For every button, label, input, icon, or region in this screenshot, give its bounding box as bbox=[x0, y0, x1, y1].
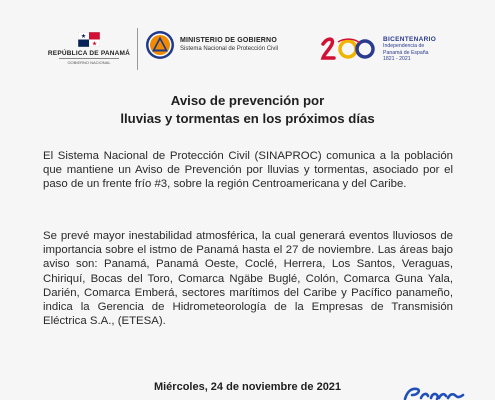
republic-name: REPÚBLICA DE PANAMÁ bbox=[47, 50, 131, 57]
divider bbox=[59, 58, 119, 59]
ministry-block bbox=[180, 37, 278, 52]
bicentenario-logo-icon bbox=[320, 34, 380, 66]
panama-flag-icon bbox=[78, 32, 100, 47]
paragraph-2: Se prevé mayor inestabilidad atmosférica, la cual generará eventos lluviosos de importancia sobre el istmo de Panamá hasta el 27 de noviembre. Las áreas bajo aviso son: Panamá, Panamá Oeste, Coclé, Herrera, Los Santos, Veraguas, Chiriquí, Bocas del Toro, Comarca Ngäbe Buglé, Colón, Comarca Guna Yala, Darién, Comarca Emberá, sectores marítimos del Caribe y Pacífico panameño, indica la Gerencia de Hidrometeorología de la Empresas de Transmisión Eléctrica S.A., (ETESA). bbox=[43, 230, 453, 328]
bicentenario-years: 1821 - 2021 bbox=[383, 56, 411, 62]
panama-government-logo bbox=[44, 32, 134, 65]
ministry-title: MINISTERIO DE GOBIERNO bbox=[180, 37, 277, 44]
notice-title bbox=[0, 92, 495, 128]
bicentenario-block bbox=[383, 36, 483, 63]
bicentenario-line-1: Independencia de bbox=[383, 43, 425, 49]
bicentenario-line-2: Panamá de España bbox=[383, 49, 429, 56]
ministry-subtitle: Sistema Nacional de Protección Civil bbox=[180, 46, 279, 52]
panama-script-logo-icon bbox=[401, 386, 465, 400]
paragraph-1: El Sistema Nacional de Protección Civil (SINAPROC) comunica a la población que mantiene un Aviso de Prevención por lluvias y tormentas, asociado por el paso de un frente frío #3, sobre la región Centroamericana y del Caribe. bbox=[43, 150, 453, 191]
republic-subtitle: GOBIERNO NACIONAL bbox=[67, 60, 111, 65]
notice-title-line-2: lluvias y tormentas en los próximos días bbox=[120, 111, 375, 126]
sinaproc-emblem-icon bbox=[145, 30, 175, 60]
header-divider bbox=[137, 28, 138, 70]
bicentenario-title: BICENTENARIO bbox=[383, 36, 437, 43]
header bbox=[0, 28, 495, 80]
notice-title-line-1: Aviso de prevención por bbox=[170, 93, 325, 108]
publication-date: Miércoles, 24 de noviembre de 2021 bbox=[153, 381, 342, 393]
